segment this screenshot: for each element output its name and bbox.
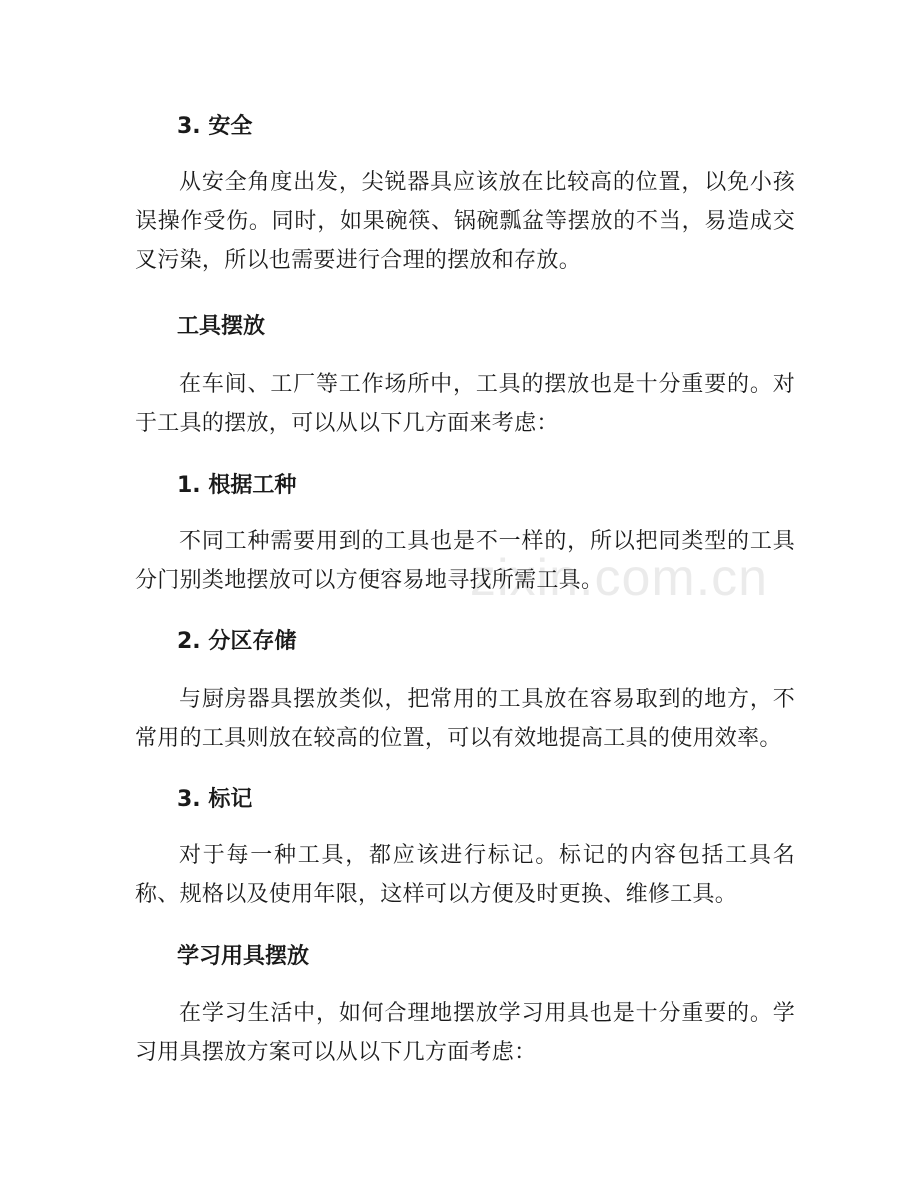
- paragraph-label: 对于每一种工具，都应该进行标记。标记的内容包括工具名称、规格以及使用年限，这样可以方便及时更换、维修工具。: [135, 843, 795, 907]
- section-heading-tools: 工具摆放: [177, 314, 266, 339]
- paragraph-zone: 与厨房器具摆放类似，把常用的工具放在容易取到的地方，不常用的工具则放在较高的位置，可以有效地提高工具的使用效率。: [135, 687, 795, 751]
- section-heading-study: 学习用具摆放: [177, 944, 310, 969]
- paragraph-tools: 在车间、工厂等工作场所中，工具的摆放也是十分重要的。对于工具的摆放，可以从以下几方面来考虑：: [135, 372, 795, 436]
- section-heading-safety: 3. 安全: [177, 114, 253, 139]
- section-heading-zone: 2. 分区存储: [177, 629, 297, 654]
- section-heading-worktype: 1. 根据工种: [177, 473, 297, 498]
- paragraph-safety: 从安全角度出发，尖锐器具应该放在比较高的位置，以免小孩误操作受伤。同时，如果碗筷、锅碗瓢盆等摆放的不当，易造成交叉污染，所以也需要进行合理的摆放和存放。: [135, 170, 795, 273]
- section-heading-label: 3. 标记: [177, 787, 253, 812]
- paragraph-worktype: 不同工种需要用到的工具也是不一样的，所以把同类型的工具分门别类地摆放可以方便容易地寻找所需工具。: [135, 529, 795, 593]
- paragraph-study: 在学习生活中，如何合理地摆放学习用具也是十分重要的。学习用具摆放方案可以从以下几方面考虑：: [135, 1001, 795, 1065]
- watermark-text: zixin.com.cn: [470, 549, 769, 607]
